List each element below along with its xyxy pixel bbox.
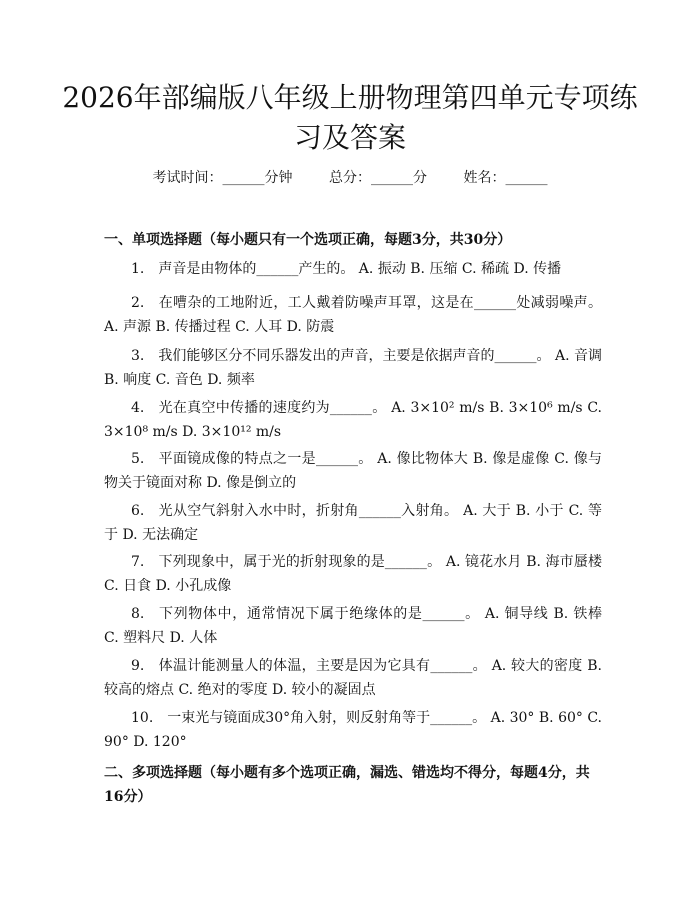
question-number: 2. bbox=[131, 295, 145, 311]
question-text: 一束光与镜面成30°角入射，则反射角等于______。 A. 30° B. 60° C. 90° D. 120° bbox=[104, 710, 602, 750]
question-number: 9. bbox=[131, 658, 145, 674]
question-item bbox=[104, 550, 602, 598]
question-text: 平面镜成像的特点之一是______。 A. 像比物体大 B. 像是虚像 C. 像与物关于镜面对称 D. 像是倒立的 bbox=[104, 451, 602, 491]
question-number: 5. bbox=[131, 451, 145, 467]
question-item bbox=[104, 499, 602, 547]
exam-name: 姓名：______ bbox=[463, 170, 548, 186]
question-number: 4. bbox=[131, 400, 145, 416]
question-text: 下列现象中，属于光的折射现象的是______。 A. 镜花水月 B. 海市蜃楼 C. 日食 D. 小孔成像 bbox=[104, 554, 602, 594]
question-text: 光在真空中传播的速度约为______。 A. 3×10² m/s B. 3×10⁶ m/s C. 3×10⁸ m/s D. 3×10¹² m/s bbox=[104, 400, 602, 440]
question-item bbox=[104, 291, 602, 339]
question-number: 10. bbox=[131, 710, 154, 726]
document-title: 2026年部编版八年级上册物理第四单元专项练习及答案 bbox=[62, 81, 638, 154]
question-number: 3. bbox=[131, 348, 145, 364]
question-text: 我们能够区分不同乐器发出的声音，主要是依据声音的______。 A. 音调 B. 响度 C. 音色 D. 频率 bbox=[104, 348, 602, 388]
question-number: 8. bbox=[131, 606, 145, 622]
question-item bbox=[104, 654, 602, 702]
exam-score: 总分：______分 bbox=[329, 170, 427, 186]
question-text: 在嘈杂的工地附近，工人戴着防噪声耳罩，这是在______处减弱噪声。 A. 声源 B. 传播过程 C. 人耳 D. 防震 bbox=[104, 295, 602, 335]
question-item bbox=[104, 706, 602, 754]
question-item bbox=[104, 257, 602, 281]
question-item bbox=[104, 396, 602, 444]
question-item bbox=[104, 447, 602, 495]
exam-meta bbox=[0, 168, 700, 188]
question-text: 下列物体中，通常情况下属于绝缘体的是______。 A. 铜导线 B. 铁棒 C. 塑料尺 D. 人体 bbox=[104, 606, 602, 646]
section-heading-single-choice: 一、单项选择题（每小题只有一个选项正确，每题3分，共30分） bbox=[104, 232, 512, 248]
question-number: 7. bbox=[131, 554, 145, 570]
question-text: 体温计能测量人的体温，主要是因为它具有______。 A. 较大的密度 B. 较高的熔点 C. 绝对的零度 D. 较小的凝固点 bbox=[104, 658, 602, 698]
question-number: 1. bbox=[131, 261, 145, 277]
section-heading-multiple-choice: 二、多项选择题（每小题有多个选项正确，漏选、错选均不得分，每题4分，共16分） bbox=[104, 765, 590, 805]
question-text: 光从空气斜射入水中时，折射角______入射角。 A. 大于 B. 小于 C. 等于 D. 无法确定 bbox=[104, 503, 602, 543]
exam-time: 考试时间：______分钟 bbox=[152, 170, 293, 186]
question-text: 声音是由物体的______产生的。 A. 振动 B. 压缩 C. 稀疏 D. 传播 bbox=[158, 261, 562, 277]
question-number: 6. bbox=[131, 503, 145, 519]
question-item bbox=[104, 344, 602, 392]
question-item bbox=[104, 602, 602, 650]
